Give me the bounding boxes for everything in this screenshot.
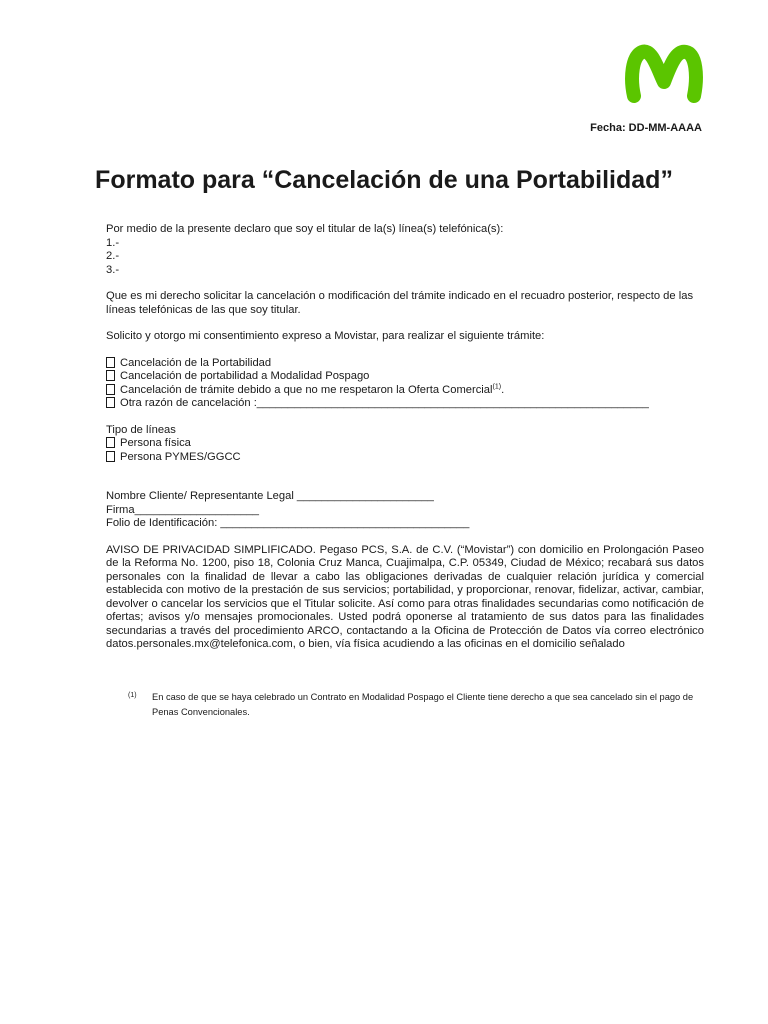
option-cancel-offer[interactable]: Cancelación de trámite debido a que no me respetaron la Oferta Comercial$^{(1)}$. (106, 384, 704, 398)
option-cancel-portability[interactable]: Cancelación de la Portabilidad (106, 357, 704, 371)
signature-field[interactable]: Firma____________________ (106, 503, 260, 516)
declaration-text: Por medio de la presente declaro que soy el titular de la(s) línea(s) telefónica(s): (106, 223, 504, 235)
movistar-logo-icon (624, 42, 704, 106)
option-other-reason[interactable]: Otra razón de cancelación :_______________________________________________________________ (106, 397, 704, 411)
footnote-text: En caso de que se haya celebrado un Contrato en Modalidad Pospago el Cliente tiene derecho a que sea cancelado sin el pago de Penas Convencionales. (152, 692, 694, 717)
footnote (128, 690, 708, 720)
phone-line-1[interactable]: 1.- (106, 236, 120, 249)
consent-statement: Solicito y otorgo mi consentimiento expreso a Movistar, para realizar el siguiente trámite: (106, 330, 545, 342)
footnote-marker: (1) (128, 692, 137, 699)
phone-line-3[interactable]: 3.- (106, 263, 120, 276)
checkbox[interactable] (106, 397, 115, 408)
privacy-notice: AVISO DE PRIVACIDAD SIMPLIFICADO. Pegaso PCS, S.A. de C.V. (“Movistar”) con domicilio en Prolongación Paseo de la Reforma No. 1200, piso 18, Colonia Cruz Manca, Cuajimalpa, C.P. 05349, Ciudad de México; recabará sus datos personales con la finalidad de llevar a cabo las obligaciones derivadas de cualquier relación jurídica y comercial establecida con motivo de la prestación de sus servicios; portabilidad, y proporcionar, renovar, fidelizar, activar, cambiar, devolver o cancelar los servicios que el Titular solicite. Así como para otras finalidades secundarias como notificación de ofertas; avisos y/o mensajes promocionales. Usted podrá oponerse al tratamiento de sus datos para las finalidades secundarias a través del procedimiento ARCO, contactando a la Oficina de Protección de Datos vía correo electrónico datos.personales.mx@telefonica.com, o bien, vía física acudiendo a las oficinas en el domicilio señalado (106, 543, 704, 650)
client-name-field[interactable]: Nombre Cliente/ Representante Legal ______________________ (106, 490, 434, 502)
checkbox[interactable] (106, 370, 115, 381)
footnote-ref: (1) (492, 382, 502, 390)
option-cancel-postpaid[interactable]: Cancelación de portabilidad a Modalidad Pospago (106, 370, 704, 384)
right-statement: Que es mi derecho solicitar la cancelación o modificación del trámite indicado en el recuadro posterior, respecto de las líneas telefónicas de las que soy titular. (106, 290, 694, 316)
checkbox[interactable] (106, 451, 115, 462)
page-title: Formato para “Cancelación de una Portabilidad” (95, 166, 673, 194)
date-field: Fecha: DD-MM-AAAA (590, 122, 702, 134)
checkbox[interactable] (106, 437, 115, 448)
phone-line-2[interactable]: 2.- (106, 250, 120, 262)
option-persona-fisica[interactable]: Persona física (106, 437, 704, 451)
option-persona-pymes[interactable]: Persona PYMES/GGCC (106, 451, 704, 465)
id-folio-field[interactable]: Folio de Identificación: ________________________________________ (106, 517, 470, 529)
checkbox[interactable] (106, 357, 115, 368)
line-type-label: Tipo de líneas (106, 423, 176, 436)
form-body (106, 223, 704, 652)
checkbox[interactable] (106, 384, 115, 395)
